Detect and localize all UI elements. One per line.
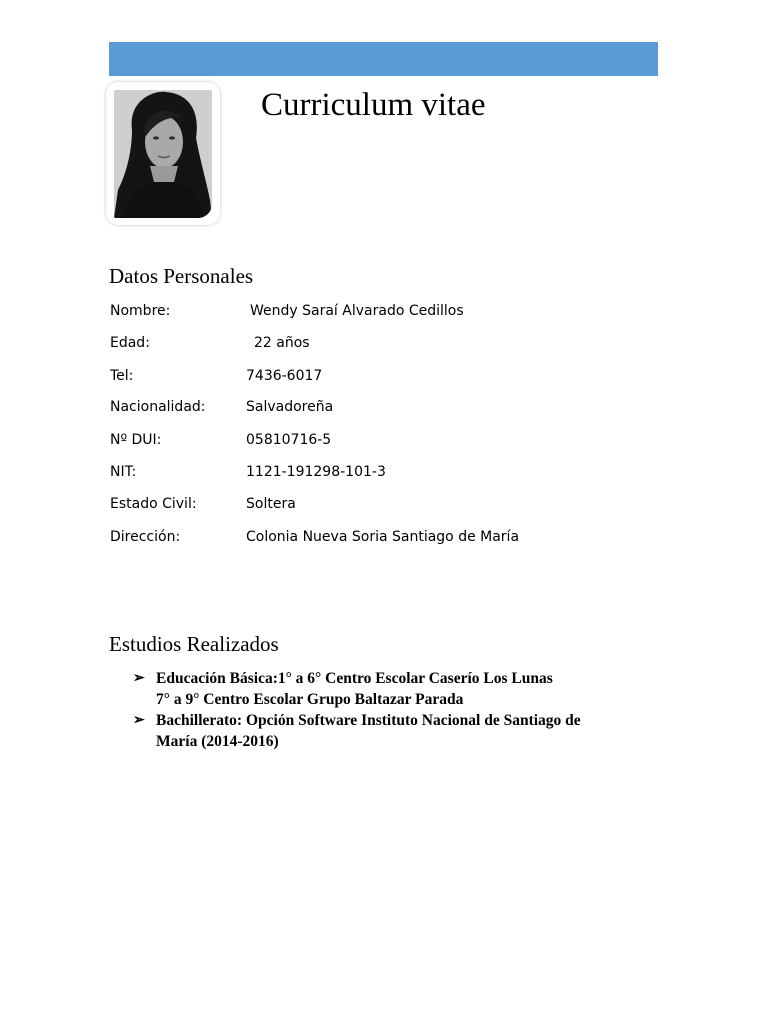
field-value: Colonia Nueva Soria Santiago de María <box>246 529 520 545</box>
field-label: Nacionalidad: <box>110 399 206 415</box>
field-value: 1121-191298-101-3 <box>246 464 386 480</box>
studies-list <box>133 668 643 752</box>
header-accent-bar <box>109 42 658 76</box>
field-label: Nombre: <box>110 303 171 319</box>
field-label: Dirección: <box>110 529 181 545</box>
field-value: 05810716-5 <box>246 432 332 448</box>
arrow-bullet-icon: ➢ <box>133 713 145 728</box>
field-value: 7436-6017 <box>246 368 323 384</box>
study-line: Bachillerato: Opción Software Instituto Nacional de Santiago de <box>156 712 581 729</box>
field-label: Edad: <box>110 335 150 351</box>
field-label: Nº DUI: <box>110 432 162 448</box>
field-label: Estado Civil: <box>110 496 197 512</box>
list-item <box>133 710 643 752</box>
study-line: María (2014-2016) <box>156 733 279 750</box>
document-title: Curriculum vitae <box>261 87 486 123</box>
list-item <box>133 668 643 710</box>
field-label: NIT: <box>110 464 137 480</box>
study-line: Educación Básica:1° a 6° Centro Escolar Caserío Los Lunas <box>156 670 553 687</box>
field-value: 22 años <box>254 335 310 351</box>
field-value: Salvadoreña <box>246 399 334 415</box>
photo-frame <box>106 82 220 225</box>
field-value: Wendy Saraí Alvarado Cedillos <box>250 303 464 319</box>
field-label: Tel: <box>110 368 134 384</box>
personal-data-heading: Datos Personales <box>109 264 254 288</box>
profile-photo <box>114 90 212 218</box>
field-value: Soltera <box>246 496 296 512</box>
studies-heading: Estudios Realizados <box>109 632 279 656</box>
arrow-bullet-icon: ➢ <box>133 671 145 686</box>
portrait-image <box>114 90 212 218</box>
study-line: 7° a 9° Centro Escolar Grupo Baltazar Parada <box>156 691 464 708</box>
